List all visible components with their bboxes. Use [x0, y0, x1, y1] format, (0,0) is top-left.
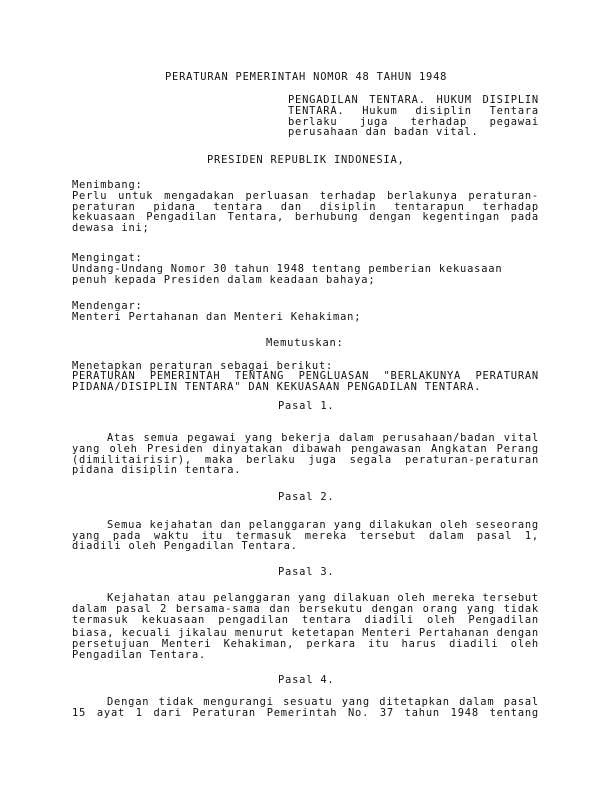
menetapkan-heading: Menetapkan peraturan sebagai berikut:	[72, 360, 334, 372]
pasal-3-line: biasa, kecuali jikalau menurut ketetapan Menteri Pertahanan dengan	[72, 627, 539, 639]
menimbang-line: peraturan pidana tentara dan disiplin tentarapun terhadap	[72, 201, 539, 213]
mengingat-line: Undang-Undang Nomor 30 tahun 1948 tentang pemberian kekuasaan	[72, 263, 503, 275]
pasal-3-line: Pengadilan Tentara.	[72, 649, 207, 661]
pasal-4-heading: Pasal 4.	[278, 674, 335, 686]
pasal-2-line: Semua kejahatan dan pelanggaran yang dilakukan oleh seseorang	[107, 519, 539, 531]
menimbang-line: Perlu untuk mengadakan perluasan terhadap berlakunya peraturan-	[72, 190, 539, 202]
mengingat-line: penuh kepada Presiden dalam keadaan bahaya;	[72, 274, 376, 286]
pasal-1-line: yang oleh Presiden dinyatakan dibawah pengawasan Angkatan Perang	[72, 443, 539, 455]
menimbang-line: dewasa ini;	[72, 222, 150, 234]
pasal-1-heading: Pasal 1.	[278, 400, 335, 412]
mengingat-heading: Mengingat:	[72, 252, 143, 264]
pasal-3-line: dalam pasal 2 bersama-sama dan bersekutu dengan orang yang tidak	[72, 603, 539, 615]
menetapkan-line: PIDANA/DISIPLIN TENTARA" DAN KEKUASAAN PENGADILAN TENTARA.	[72, 381, 482, 393]
subject-line: perusahaan dan badan vital.	[288, 126, 479, 138]
pasal-1-line: pidana disiplin tentara.	[72, 464, 242, 476]
pasal-1-line: (dimilitairisir), maka berlaku juga segala peraturan-peraturan	[72, 454, 539, 466]
mendengar-heading: Mendengar:	[72, 300, 143, 312]
pasal-1-line: Atas semua pegawai yang bekerja dalam perusahaan/badan vital	[107, 432, 539, 444]
subject-line: berlaku juga terhadap pegawai	[288, 116, 539, 128]
pasal-3-line: Kejahatan atau pelanggaran yang dilakuan oleh mereka tersebut	[107, 592, 539, 604]
memutuskan-heading: Memutuskan:	[266, 337, 344, 349]
document-title: PERATURAN PEMERINTAH NOMOR 48 TAHUN 1948	[165, 71, 448, 83]
pasal-2-line: yang pada waktu itu termasuk mereka tersebut dalam pasal 1,	[72, 530, 539, 542]
menimbang-heading: Menimbang:	[72, 179, 143, 191]
pasal-4-line: 15 ayat 1 dari Peraturan Pemerintah No. 37 tahun 1948 tentang	[72, 707, 539, 719]
pasal-3-line: persetujuan Menteri Kehakiman, perkara itu harus diadili oleh	[72, 638, 539, 650]
pasal-2-heading: Pasal 2.	[278, 491, 335, 503]
mendengar-line: Menteri Pertahanan dan Menteri Kehakiman;	[72, 311, 362, 323]
subject-line: PENGADILAN TENTARA. HUKUM DISIPLIN	[288, 94, 539, 106]
menimbang-line: kekuasaan Pengadilan Tentara, berhubung dengan kegentingan pada	[72, 211, 539, 223]
pasal-3-line: termasuk kekuasaan pengadilan tentara diadili oleh Pengadilan	[72, 614, 539, 626]
menetapkan-line: PERATURAN PEMERINTAH TENTANG PENGLUASAN "BERLAKUNYA PERATURAN	[72, 370, 539, 382]
pasal-4-line: Dengan tidak mengurangi sesuatu yang ditetapkan dalam pasal	[107, 696, 539, 708]
pasal-2-line: diadili oleh Pengadilan Tentara.	[72, 540, 298, 552]
issuer-heading: PRESIDEN REPUBLIK INDONESIA,	[207, 154, 405, 166]
pasal-3-heading: Pasal 3.	[278, 566, 335, 578]
subject-line: TENTARA. Hukum disiplin Tentara	[288, 105, 539, 117]
